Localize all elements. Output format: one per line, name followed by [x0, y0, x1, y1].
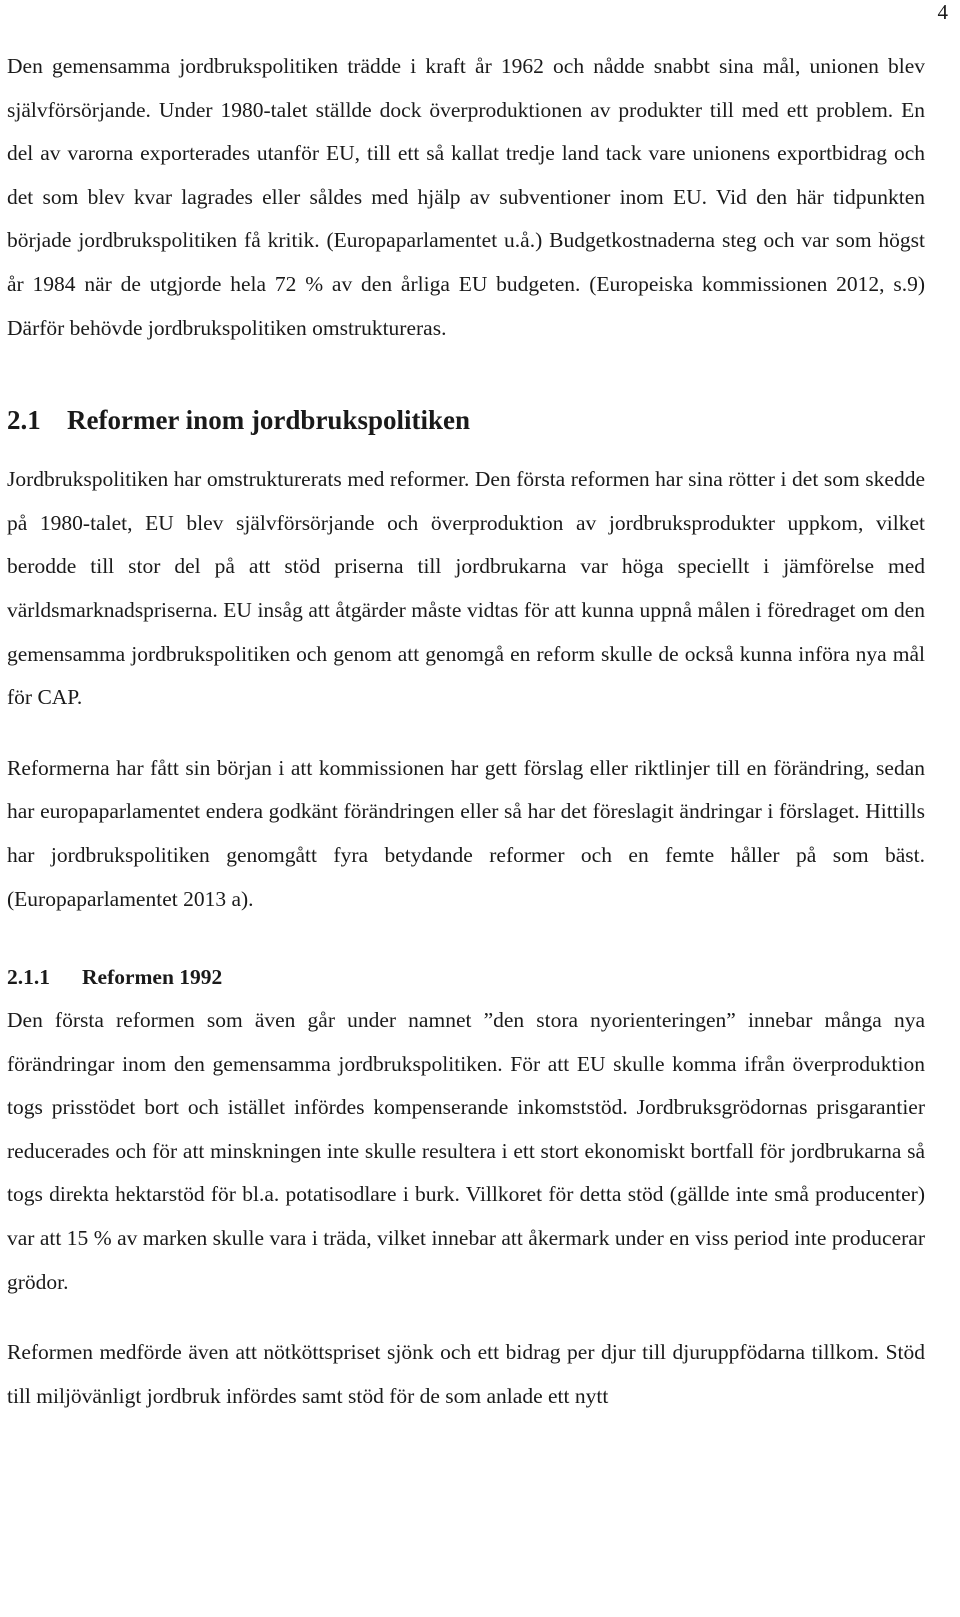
subsection-number: 2.1.1: [7, 965, 50, 990]
paragraph-reform-1992: Den första reformen som även går under namnet ”den stora nyorienteringen” innebar många nya förändringar inom den gemensamma jordbrukspolitiken. För att EU skulle komma ifrån överproduktion togs prisstödet bort och istället infördes kompenserande inkomststöd. Jordbruksgrödornas prisgarantier reducerades och för att minskningen inte skulle resultera i ett stort ekonomiskt bortfall för jordbrukarna så togs direkta hektarstöd för bl.a. potatisodlare i burk. Villkoret för detta stöd (gällde inte små producenter) var att 15 % av marken skulle vara i träda, vilket innebar att åkermark under en viss period inte producerar grödor.: [7, 1008, 925, 1294]
paragraph-reform-effects: Reformen medförde även att nötköttspriset sjönk och ett bidrag per djur till djuruppfödarna tillkom. Stöd till miljövänligt jordbruk infördes samt stöd för de som anlade ett nytt: [7, 1340, 925, 1408]
paragraph-cap-history: Den gemensamma jordbrukspolitiken trädde i kraft år 1962 och nådde snabbt sina mål, unionen blev självförsörjande. Under 1980-talet ställde dock överproduktionen av produkter till med ett problem. En del av varorna exporterades utanför EU, till ett så kallat tredje land tack vare unionens exportbidrag och det som blev kvar lagrades eller såldes med hjälp av subventioner inom EU. Vid den här tidpunkten började jordbrukspolitiken få kritik. (Europaparlamentet u.å.) Budgetkostnaderna steg och var som högst år 1984 när de utgjorde hela 72 % av den årliga EU budgeten. (Europeiska kommissionen 2012, s.9) Därför behövde jordbrukspolitiken omstruktureras.: [7, 54, 925, 340]
section-title: Reformer inom jordbrukspolitiken: [67, 405, 470, 436]
section-number: 2.1: [7, 405, 41, 436]
page-number: 4: [937, 0, 948, 24]
document-body: [7, 45, 925, 1418]
subsection-heading: [7, 957, 925, 997]
paragraph-reform-background: Jordbrukspolitiken har omstrukturerats med reformer. Den första reformen har sina rötter i det som skedde på 1980-talet, EU blev självförsörjande och överproduktion av jordbruksprodukter uppkom, vilket berodde till stor del på att stöd priserna till jordbrukarna var höga speciellt i jämförelse med världsmarknadspriserna. EU insåg att åtgärder måste vidtas för att kunna uppnå målen i föredraget om den gemensamma jordbrukspolitiken och genom att genomgå en reform skulle de också kunna införa nya mål för CAP.: [7, 467, 925, 710]
subsection-title: Reformen 1992: [82, 965, 223, 990]
section-heading: [7, 400, 925, 440]
paragraph-reform-process: Reformerna har fått sin början i att kommissionen har gett förslag eller riktlinjer till en förändring, sedan har europaparlamentet endera godkänt förändringen eller så har det föreslagit ändringar i förslaget. Hittills har jordbrukspolitiken genomgått fyra betydande reformer och en femte håller på som bäst. (Europaparlamentet 2013 a).: [7, 755, 925, 911]
